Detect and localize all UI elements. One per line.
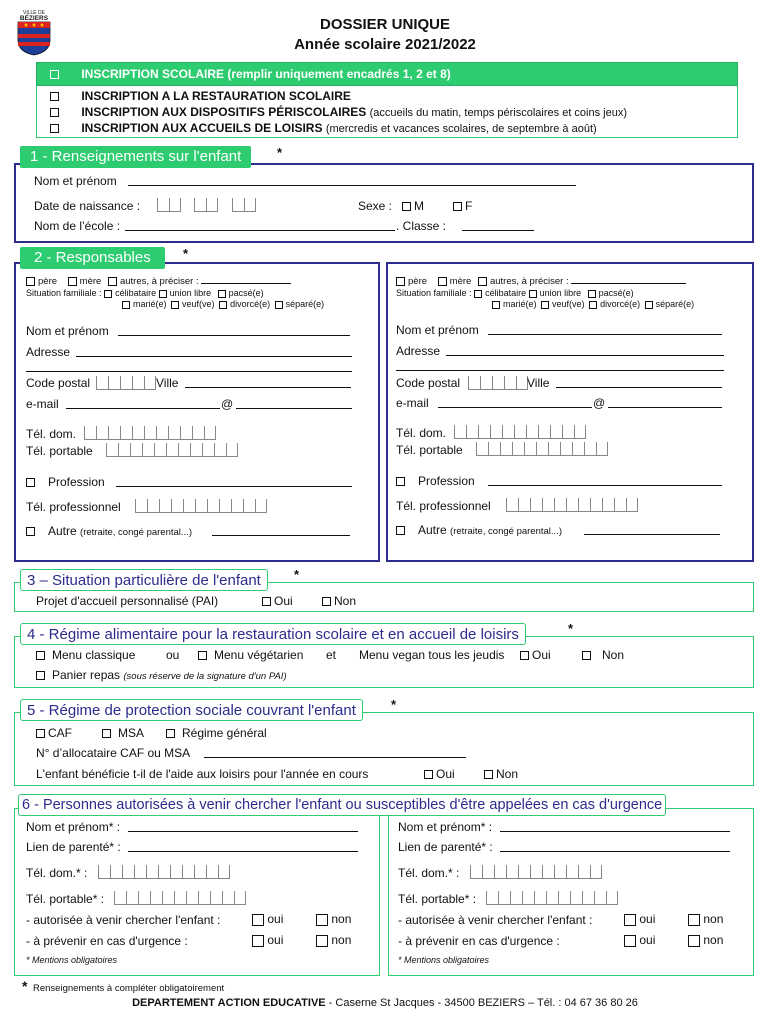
inscription-loisirs-detail: (mercredis et vacances scolaires, de septembre à août) — [325, 123, 597, 135]
autres-label: autres, à préciser : — [119, 276, 199, 287]
urgence2-nom-label: Nom et prénom* : — [398, 820, 493, 834]
mentions-obligatoires: * Mentions obligatoires — [398, 955, 490, 965]
pai-oui-option[interactable] — [262, 594, 293, 608]
separe-label: séparé(e) — [655, 299, 695, 309]
classe-field[interactable] — [462, 221, 534, 231]
checkbox[interactable] — [102, 729, 111, 738]
resp1-situation-row[interactable] — [26, 288, 264, 298]
urgence2-prevenir-label: - à prévenir en cas d'urgence : — [398, 934, 560, 948]
oui-label: Oui — [274, 594, 293, 608]
urgence2-tel-portable-label: Tél. portable* : — [398, 892, 477, 906]
urgence1-tel-dom-label: Tél. dom.* : — [26, 866, 88, 880]
section-3-title: 3 – Situation particulière de l'enfant — [20, 569, 268, 591]
checkbox[interactable] — [68, 277, 77, 286]
autres-label: autres, à préciser : — [489, 276, 569, 287]
checkbox[interactable] — [492, 301, 500, 309]
checkbox[interactable] — [645, 301, 653, 309]
checkbox[interactable] — [438, 277, 447, 286]
checkbox[interactable] — [50, 70, 59, 79]
pere-label: père — [408, 276, 428, 287]
pai-non-option[interactable] — [322, 594, 356, 608]
divorce-label: divorcé(e) — [230, 299, 271, 309]
aide-non-option[interactable] — [484, 767, 518, 781]
pai-label: Projet d'accueil personnalisé (PAI) — [36, 594, 219, 608]
checkbox[interactable] — [50, 124, 59, 133]
footer-note: Renseignements à compléter obligatoirement — [33, 983, 225, 994]
checkbox[interactable] — [484, 770, 493, 779]
section-6-title: 6 - Personnes autorisées à venir chercher l'enfant ou susceptibles d'être appelées en cas d'urgence — [18, 794, 666, 816]
checkbox[interactable] — [26, 527, 35, 536]
checkbox[interactable] — [688, 935, 700, 947]
checkbox[interactable] — [624, 914, 636, 926]
inscription-restauration-row[interactable] — [50, 89, 351, 103]
urgence2-tel-portable-field[interactable] — [486, 890, 618, 905]
section-5-title: 5 - Régime de protection sociale couvrant l'enfant — [20, 699, 363, 721]
checkbox[interactable] — [316, 935, 328, 947]
checkbox[interactable] — [219, 301, 227, 309]
resp2-email-field[interactable] — [438, 398, 592, 408]
resp1-profession-field[interactable] — [116, 477, 352, 487]
non-label: non — [703, 933, 724, 947]
marie-label: marié(e) — [133, 299, 167, 309]
urgence1-parente-field[interactable] — [128, 842, 358, 852]
classe-label: . Classe : — [396, 219, 447, 233]
resp1-adresse-field[interactable] — [76, 347, 352, 357]
aide-oui-option[interactable] — [424, 767, 455, 781]
resp2-autre-row[interactable] — [396, 523, 562, 537]
resp1-email-domain-field[interactable] — [236, 399, 352, 409]
non-label: non — [331, 912, 352, 926]
non-label: Non — [334, 594, 357, 608]
sexe-m-label: M — [414, 199, 424, 213]
inscription-periscolaire-detail: (accueils du matin, temps périscolaires et coins jeux) — [369, 107, 628, 119]
menu-vegan-label: Menu vegan tous les jeudis — [359, 648, 505, 662]
msa-label: MSA — [118, 726, 145, 740]
non-label: non — [703, 912, 724, 926]
sexe-label: Sexe : — [358, 199, 393, 213]
urgence2-tel-dom-field[interactable] — [470, 864, 602, 879]
footer-contact — [0, 997, 770, 1009]
caf-option[interactable] — [36, 726, 72, 740]
checkbox[interactable] — [50, 92, 59, 101]
urgence2-prevenir-non[interactable] — [688, 933, 723, 947]
separe-label: séparé(e) — [285, 299, 325, 309]
autre-label: Autre — [48, 524, 77, 538]
checkbox[interactable] — [26, 277, 35, 286]
resp2-ville-label: Ville — [527, 376, 550, 390]
resp1-adresse-field-2[interactable] — [26, 362, 352, 372]
resp2-tel-dom-label: Tél. dom. — [396, 426, 447, 440]
checkbox[interactable] — [582, 651, 591, 660]
oui-label: oui — [639, 933, 656, 947]
et-label: et — [326, 648, 337, 662]
urgence2-prevenir-oui[interactable] — [624, 933, 655, 947]
resp2-role-row[interactable] — [396, 276, 686, 287]
sexe-m-option[interactable] — [402, 199, 424, 213]
celibataire-label: célibataire — [115, 288, 157, 298]
urgence1-nom-label: Nom et prénom* : — [26, 820, 121, 834]
checkbox[interactable] — [218, 290, 226, 298]
enfant-nom-prenom-field[interactable] — [128, 176, 576, 186]
resp2-situation-row[interactable] — [396, 288, 634, 298]
panier-repas-note: (sous réserve de la signature d'un PAI) — [123, 671, 287, 682]
resp1-adresse-label: Adresse — [26, 345, 71, 359]
resp1-tel-portable-label: Tél. portable — [26, 444, 93, 458]
checkbox[interactable] — [316, 914, 328, 926]
resp1-cp-field[interactable] — [96, 375, 156, 390]
checkbox[interactable] — [50, 108, 59, 117]
urgence1-nom-field[interactable] — [128, 822, 358, 832]
vegan-non-option[interactable] — [582, 648, 624, 662]
resp1-tel-dom-label: Tél. dom. — [26, 427, 77, 441]
veuf-label: veuf(ve) — [552, 299, 585, 309]
pacse-label: pacsé(e) — [598, 288, 634, 298]
urgence1-tel-portable-field[interactable] — [114, 890, 246, 905]
required-star: * — [294, 567, 300, 582]
section-2-title: 2 - Responsables — [20, 247, 165, 269]
checkbox[interactable] — [529, 290, 537, 298]
resp2-ville-field[interactable] — [556, 378, 722, 388]
required-star: * — [568, 621, 574, 636]
oui-label: oui — [639, 912, 656, 926]
checkbox[interactable] — [424, 770, 433, 779]
resp2-email-domain-field[interactable] — [608, 398, 722, 408]
required-star: * — [391, 697, 397, 712]
resp1-tel-dom-field[interactable] — [84, 425, 216, 440]
checkbox[interactable] — [624, 935, 636, 947]
allocataire-field[interactable] — [204, 748, 466, 758]
mere-label: mère — [79, 276, 102, 287]
resp2-email-label: e-mail — [396, 396, 429, 410]
urgence2-parente-label: Lien de parenté* : — [398, 840, 493, 854]
resp2-nom-field[interactable] — [488, 325, 722, 335]
non-label: Non — [496, 767, 519, 781]
required-star: * — [183, 246, 189, 261]
oui-label: Oui — [532, 648, 551, 662]
autres-field[interactable] — [571, 276, 686, 284]
checkbox[interactable] — [478, 277, 487, 286]
autre-detail: (retraite, congé parental...) — [80, 527, 192, 538]
oui-label: Oui — [436, 767, 455, 781]
checkbox[interactable] — [322, 597, 331, 606]
regime-general-option[interactable] — [166, 726, 267, 740]
pacse-label: pacsé(e) — [228, 288, 264, 298]
inscription-periscolaire-label: INSCRIPTION AUX DISPOSITIFS PÉRISCOLAIRES — [81, 105, 367, 119]
urgence1-prevenir-oui[interactable] — [252, 933, 283, 947]
inscription-loisirs-label: INSCRIPTION AUX ACCUEILS DE LOISIRS — [81, 121, 323, 135]
menu-classique-option[interactable] — [36, 648, 135, 662]
ecole-field[interactable] — [125, 221, 395, 231]
checkbox[interactable] — [541, 301, 549, 309]
autre-label: Autre — [418, 523, 447, 537]
allocataire-label: N° d’allocataire CAF ou MSA — [36, 746, 191, 760]
resp2-adresse-field-2[interactable] — [396, 361, 724, 371]
checkbox[interactable] — [252, 935, 264, 947]
union-libre-label: union libre — [539, 288, 582, 298]
urgence1-tel-dom-field[interactable] — [98, 864, 230, 879]
union-libre-label: union libre — [169, 288, 212, 298]
mere-label: mère — [449, 276, 472, 287]
panier-repas-label: Panier repas — [52, 668, 121, 682]
checkbox[interactable] — [159, 290, 167, 298]
resp2-tel-dom-field[interactable] — [454, 424, 586, 439]
checkbox[interactable] — [122, 301, 130, 309]
checkbox[interactable] — [171, 301, 179, 309]
urgence1-autorisee-non[interactable] — [316, 912, 351, 926]
urgence1-autorisee-label: - autorisée à venir chercher l'enfant : — [26, 913, 221, 927]
resp2-cp-label: Code postal — [396, 376, 461, 390]
inscription-periscolaire-row[interactable] — [50, 105, 627, 119]
resp2-adresse-label: Adresse — [396, 344, 441, 358]
urgence2-parente-field[interactable] — [500, 842, 730, 852]
non-label: non — [331, 933, 352, 947]
urgence1-parente-label: Lien de parenté* : — [26, 840, 121, 854]
marie-label: marié(e) — [503, 299, 537, 309]
situation-label: Situation familiale : — [26, 288, 102, 298]
checkbox[interactable] — [588, 290, 596, 298]
checkbox[interactable] — [520, 651, 529, 660]
urgence2-autorisee-non[interactable] — [688, 912, 723, 926]
menu-vegetarien-option[interactable] — [198, 648, 303, 662]
section-1-title: 1 - Renseignements sur l'enfant — [20, 146, 251, 168]
menu-vegetarien-label: Menu végétarien — [214, 648, 304, 662]
document-title: DOSSIER UNIQUE — [319, 16, 451, 33]
caf-label: CAF — [48, 726, 72, 740]
urgence1-prevenir-non[interactable] — [316, 933, 351, 947]
resp2-situation-row-2[interactable] — [492, 299, 694, 309]
resp2-nom-label: Nom et prénom — [396, 323, 479, 337]
checkbox[interactable] — [262, 597, 271, 606]
inscription-scolaire-label: INSCRIPTION SCOLAIRE (remplir uniquement encadrés 1, 2 et 8) — [81, 67, 451, 81]
urgence1-prevenir-label: - à prévenir en cas d'urgence : — [26, 934, 188, 948]
date-naissance-field[interactable] — [157, 197, 256, 212]
school-year: Année scolaire 2021/2022 — [294, 36, 476, 53]
checkbox[interactable] — [688, 914, 700, 926]
veuf-label: veuf(ve) — [182, 299, 215, 309]
footer-address: - Caserne St Jacques - 34500 BEZIERS – Tél. : 04 67 36 80 26 — [325, 997, 638, 1009]
checkbox[interactable] — [275, 301, 283, 309]
vegan-oui-option[interactable] — [520, 648, 551, 662]
resp2-tel-pro-field[interactable] — [506, 497, 638, 512]
pere-label: père — [38, 276, 58, 287]
checkbox[interactable] — [166, 729, 175, 738]
resp1-cp-label: Code postal — [26, 376, 91, 390]
date-naissance-label: Date de naissance : — [34, 199, 141, 213]
resp1-autre-field[interactable] — [212, 526, 350, 536]
sexe-f-label: F — [465, 199, 473, 213]
resp1-ville-label: Ville — [156, 376, 179, 390]
resp2-adresse-field[interactable] — [446, 346, 724, 356]
checkbox[interactable] — [108, 277, 117, 286]
resp1-role-row[interactable] — [26, 276, 291, 287]
menu-classique-label: Menu classique — [52, 648, 136, 662]
checkbox[interactable] — [396, 277, 405, 286]
urgence2-autorisee-label: - autorisée à venir chercher l'enfant : — [398, 913, 593, 927]
msa-option[interactable] — [102, 726, 144, 740]
oui-label: oui — [267, 912, 284, 926]
section-4-title: 4 - Régime alimentaire pour la restauration scolaire et en accueil de loisirs — [20, 623, 526, 645]
resp1-tel-portable-field[interactable] — [106, 442, 238, 457]
resp1-tel-pro-field[interactable] — [135, 498, 267, 513]
non-label: Non — [602, 648, 625, 662]
resp2-tel-portable-field[interactable] — [476, 441, 608, 456]
at-sign: @ — [221, 397, 234, 411]
footer-star: * — [22, 978, 28, 994]
resp1-ville-field[interactable] — [185, 378, 351, 388]
resp1-tel-pro-label: Tél. professionnel — [26, 500, 121, 514]
inscription-loisirs-row[interactable] — [50, 121, 597, 135]
urgence2-tel-dom-label: Tél. dom.* : — [398, 866, 460, 880]
checkbox[interactable] — [474, 290, 482, 298]
urgence2-autorisee-oui[interactable] — [624, 912, 655, 926]
resp2-profession-row[interactable] — [396, 474, 475, 488]
situation-label: Situation familiale : — [396, 288, 472, 298]
autres-field[interactable] — [201, 276, 291, 284]
resp2-cp-field[interactable] — [468, 375, 528, 390]
resp1-nom-label: Nom et prénom — [26, 324, 109, 338]
mentions-obligatoires: * Mentions obligatoires — [26, 955, 118, 965]
urgence2-nom-field[interactable] — [500, 822, 730, 832]
checkbox[interactable] — [198, 651, 207, 660]
checkbox[interactable] — [589, 301, 597, 309]
resp2-profession-field[interactable] — [488, 476, 722, 486]
checkbox[interactable] — [104, 290, 112, 298]
resp1-nom-field[interactable] — [118, 326, 350, 336]
checkbox[interactable] — [36, 729, 45, 738]
ecole-label: Nom de l’école : — [34, 219, 121, 233]
regime-general-label: Régime général — [182, 726, 267, 740]
inscription-restauration-label: INSCRIPTION A LA RESTAURATION SCOLAIRE — [81, 89, 351, 103]
checkbox[interactable] — [26, 478, 35, 487]
resp1-email-field[interactable] — [66, 399, 220, 409]
logo-text-beziers: BÉZIERS — [19, 15, 49, 22]
enfant-nom-prenom-label: Nom et prénom — [34, 174, 117, 188]
ou-label: ou — [166, 648, 180, 662]
checkbox[interactable] — [396, 477, 405, 486]
footer-department: DEPARTEMENT ACTION EDUCATIVE — [132, 997, 326, 1009]
inscription-scolaire-row[interactable] — [50, 67, 451, 81]
resp2-tel-pro-label: Tél. professionnel — [396, 499, 491, 513]
aide-loisirs-label: L'enfant bénéficie t-il de l'aide aux loisirs pour l'année en cours — [36, 767, 369, 781]
autre-detail: (retraite, congé parental...) — [450, 526, 562, 537]
sexe-f-option[interactable] — [453, 199, 472, 213]
resp2-tel-portable-label: Tél. portable — [396, 443, 463, 457]
resp1-autre-row[interactable] — [26, 524, 192, 538]
at-sign: @ — [593, 396, 606, 410]
required-star: * — [277, 145, 283, 160]
checkbox[interactable] — [396, 526, 405, 535]
urgence1-tel-portable-label: Tél. portable* : — [26, 892, 105, 906]
checkbox[interactable] — [402, 202, 411, 211]
resp1-profession-row[interactable] — [26, 475, 105, 489]
checkbox[interactable] — [252, 914, 264, 926]
profession-label: Profession — [418, 474, 475, 488]
profession-label: Profession — [48, 475, 105, 489]
celibataire-label: célibataire — [485, 288, 527, 298]
resp1-email-label: e-mail — [26, 397, 59, 411]
divorce-label: divorcé(e) — [600, 299, 641, 309]
resp2-autre-field[interactable] — [584, 525, 720, 535]
checkbox[interactable] — [453, 202, 462, 211]
oui-label: oui — [267, 933, 284, 947]
checkbox[interactable] — [36, 671, 45, 680]
logo-text-ville: VILLE DE — [23, 10, 45, 16]
urgence1-autorisee-oui[interactable] — [252, 912, 283, 926]
resp1-situation-row-2[interactable] — [122, 299, 324, 309]
checkbox[interactable] — [36, 651, 45, 660]
panier-repas-option[interactable] — [36, 668, 287, 682]
